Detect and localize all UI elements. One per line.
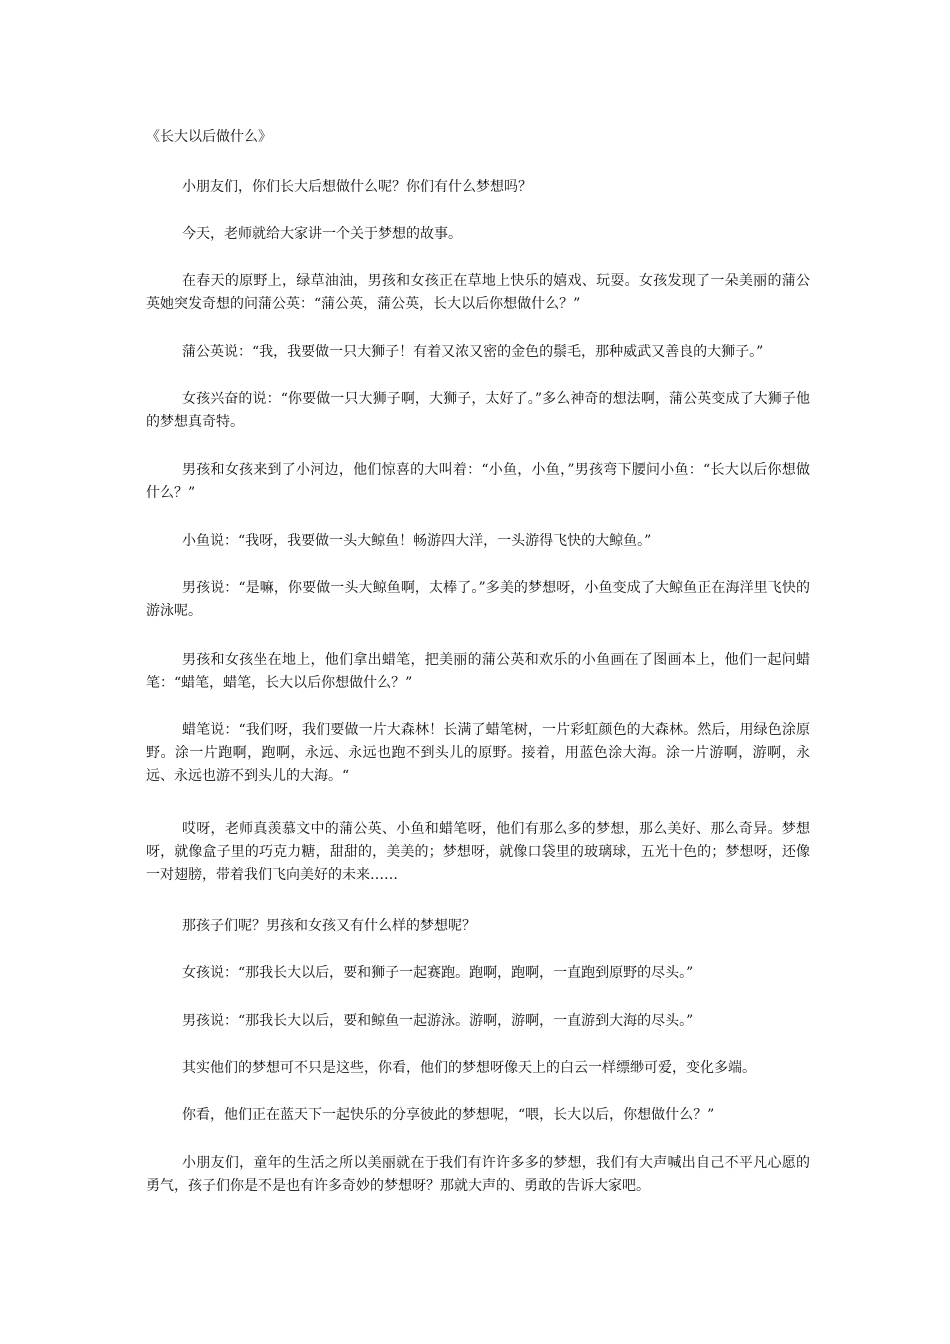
document-title: 《长大以后做什么》 — [146, 129, 272, 145]
paragraph: 蒲公英说：“我，我要做一只大狮子！有着又浓又密的金色的鬃毛，那种威武又善良的大狮子。” — [182, 344, 764, 360]
paragraph: 蜡笔说：“我们呀，我们要做一片大森林！长满了蜡笔树，一片彩虹颜色的大森林。然后，用绿色涂原野。涂一片跑啊，跑啊，永远、永远也跑不到头儿的原野。接着，用蓝色涂大海。涂一片游啊，游啊，永远、永远也游不到头儿的大海。“ — [146, 722, 810, 784]
paragraph: 那孩子们呢？男孩和女孩又有什么样的梦想呢？ — [182, 918, 476, 934]
paragraph: 小朋友们，你们长大后想做什么呢？你们有什么梦想吗？ — [182, 179, 532, 195]
paragraph: 女孩兴奋的说：“你要做一只大狮子啊，大狮子，太好了。”多么神奇的想法啊，蒲公英变成了大狮子他的梦想真奇特。 — [146, 391, 810, 430]
paragraph: 小鱼说：“我呀，我要做一头大鲸鱼！畅游四大洋，一头游得飞快的大鲸鱼。” — [182, 533, 652, 549]
paragraph: 今天，老师就给大家讲一个关于梦想的故事。 — [182, 226, 462, 242]
paragraph: 男孩和女孩坐在地上，他们拿出蜡笔，把美丽的蒲公英和欢乐的小鱼画在了图画本上，他们一起问蜡笔：“蜡笔，蜡笔，长大以后你想做什么？” — [146, 652, 810, 691]
paragraph: 在春天的原野上，绿草油油，男孩和女孩正在草地上快乐的嬉戏、玩耍。女孩发现了一朵美丽的蒲公英她突发奇想的问蒲公英：“蒲公英，蒲公英，长大以后你想做什么？” — [146, 273, 810, 312]
paragraph: 男孩说：“是嘛，你要做一头大鲸鱼啊，太棒了。”多美的梦想呀，小鱼变成了大鲸鱼正在海洋里飞快的游泳呢。 — [146, 580, 810, 619]
paragraph: 女孩说：“那我长大以后，要和狮子一起赛跑。跑啊，跑啊，一直跑到原野的尽头。” — [182, 965, 694, 981]
paragraph: 其实他们的梦想可不只是这些，你看，他们的梦想呀像天上的白云一样缥缈可爱，变化多端。 — [182, 1060, 756, 1076]
paragraph: 男孩说：“那我长大以后，要和鲸鱼一起游泳。游啊，游啊，一直游到大海的尽头。” — [182, 1013, 694, 1029]
paragraph: 你看，他们正在蓝天下一起快乐的分享彼此的梦想呢，“喂，长大以后，你想做什么？” — [182, 1107, 715, 1123]
paragraph: 小朋友们，童年的生活之所以美丽就在于我们有许许多多的梦想，我们有大声喊出自己不平凡心愿的勇气，孩子们你是不是也有许多奇妙的梦想呀？那就大声的、勇敢的告诉大家吧。 — [146, 1155, 810, 1194]
paragraph: 哎呀，老师真羡慕文中的蒲公英、小鱼和蜡笔呀，他们有那么多的梦想，那么美好、那么奇异。梦想呀，就像盒子里的巧克力糖，甜甜的，美美的；梦想呀，就像口袋里的玻璃球，五光十色的；梦想呀，还像一对翅膀，带着我们飞向美好的未来…… — [146, 821, 810, 883]
paragraph: 男孩和女孩来到了小河边，他们惊喜的大叫着：“小鱼，小鱼，”男孩弯下腰问小鱼：“长大以后你想做什么？” — [146, 462, 810, 501]
